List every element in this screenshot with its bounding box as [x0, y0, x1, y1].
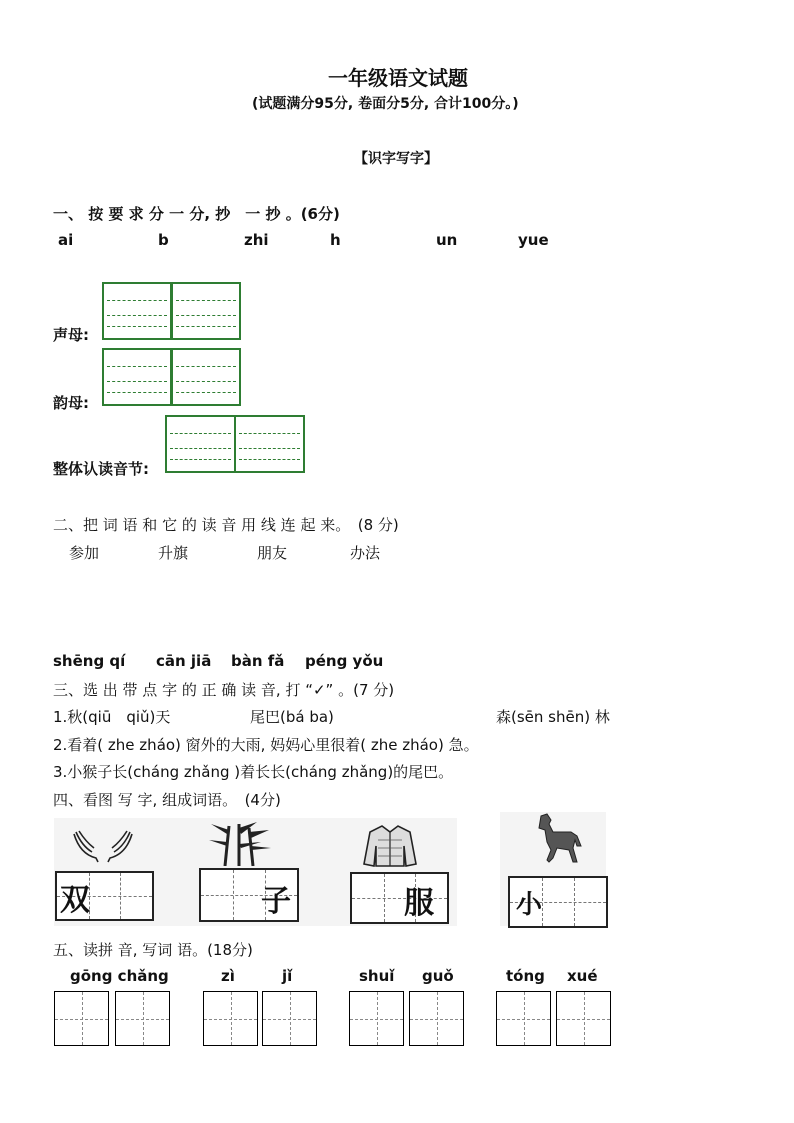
q2-word[interactable]: 朋友: [257, 544, 288, 562]
q1-letter: un: [436, 231, 458, 249]
jacket-icon: [362, 824, 418, 868]
q2-heading: 二、把 词 语 和 它 的 读 音 用 线 连 起 来。 (8 分): [53, 516, 399, 534]
char-card-4[interactable]: [508, 876, 608, 928]
q1-letter: yue: [518, 231, 549, 249]
card-char: 双: [60, 883, 90, 918]
bamboo-icon: [205, 822, 275, 866]
write-box[interactable]: [262, 991, 317, 1046]
q1-heading: 一、 按 要 求 分 一 分, 抄 一 抄 。(6分): [53, 205, 340, 223]
q2-word[interactable]: 升旗: [158, 544, 189, 562]
write-box[interactable]: [409, 991, 464, 1046]
q2-pinyin[interactable]: péng yǒu: [305, 652, 384, 670]
q2-pinyin[interactable]: shēng qí: [53, 652, 126, 670]
q2-word[interactable]: 参加: [69, 544, 100, 562]
card-char: 子: [261, 884, 291, 919]
yunmu-box-2[interactable]: [171, 348, 241, 406]
yunmu-box-1[interactable]: [102, 348, 172, 406]
q5-pinyin: gōng chǎng: [70, 967, 169, 985]
shengmu-box-2[interactable]: [171, 282, 241, 340]
q5-pinyin: xué: [567, 967, 598, 985]
q5-pinyin: shuǐ: [359, 967, 395, 985]
char-card-2[interactable]: [199, 868, 299, 922]
zhengti-label: 整体认读音节:: [53, 460, 149, 478]
zhengti-box-1[interactable]: [165, 415, 236, 473]
page-subtitle: (试题满分95分, 卷面分5分, 合计100分。): [252, 96, 519, 112]
q5-pinyin: tóng: [506, 967, 545, 985]
q1-letter: h: [330, 231, 341, 249]
hands-icon: [70, 828, 136, 866]
card-char: 服: [404, 886, 434, 921]
q5-pinyin: zì: [221, 967, 235, 985]
q5-heading: 五、读拼 音, 写词 语。(18分): [53, 941, 253, 959]
horse-icon: [527, 812, 587, 866]
q3-item-1c[interactable]: 森(sēn shēn) 林: [496, 708, 610, 726]
shengmu-label: 声母:: [53, 326, 89, 344]
write-box[interactable]: [349, 991, 404, 1046]
write-box[interactable]: [496, 991, 551, 1046]
q2-word[interactable]: 办法: [350, 544, 381, 562]
q3-item-1a[interactable]: 1.秋(qiū qiǔ)天: [53, 708, 171, 726]
card-char: 小: [516, 890, 543, 920]
write-box[interactable]: [115, 991, 170, 1046]
write-box[interactable]: [54, 991, 109, 1046]
yunmu-label: 韵母:: [53, 394, 89, 412]
zhengti-box-2[interactable]: [234, 415, 305, 473]
q2-pinyin[interactable]: bàn fǎ: [231, 652, 285, 670]
q5-pinyin: jǐ: [282, 967, 293, 985]
q1-letter: b: [158, 231, 169, 249]
section-title: 【识字写字】: [354, 151, 438, 167]
char-card-3[interactable]: [350, 872, 449, 924]
q3-heading: 三、选 出 带 点 字 的 正 确 读 音, 打 “✓” 。(7 分): [53, 681, 395, 699]
q3-item-1b[interactable]: 尾巴(bá ba): [250, 708, 334, 726]
q3-item-3[interactable]: 3.小猴子长(cháng zhǎng )着长长(cháng zhǎng)的尾巴。: [53, 763, 454, 781]
page-title: 一年级语文试题: [328, 66, 468, 90]
q5-pinyin: guǒ: [422, 967, 454, 985]
q1-letter: ai: [58, 231, 74, 249]
q3-item-2[interactable]: 2.看着( zhe zháo) 窗外的大雨, 妈妈心里很着( zhe zháo) 急。: [53, 736, 479, 754]
char-card-1[interactable]: [55, 871, 154, 921]
q4-heading: 四、看图 写 字, 组成词语。 (4分): [53, 791, 281, 809]
write-box[interactable]: [556, 991, 611, 1046]
q2-pinyin[interactable]: cān jiā: [156, 652, 212, 670]
write-box[interactable]: [203, 991, 258, 1046]
shengmu-box-1[interactable]: [102, 282, 172, 340]
q1-letter: zhi: [244, 231, 269, 249]
